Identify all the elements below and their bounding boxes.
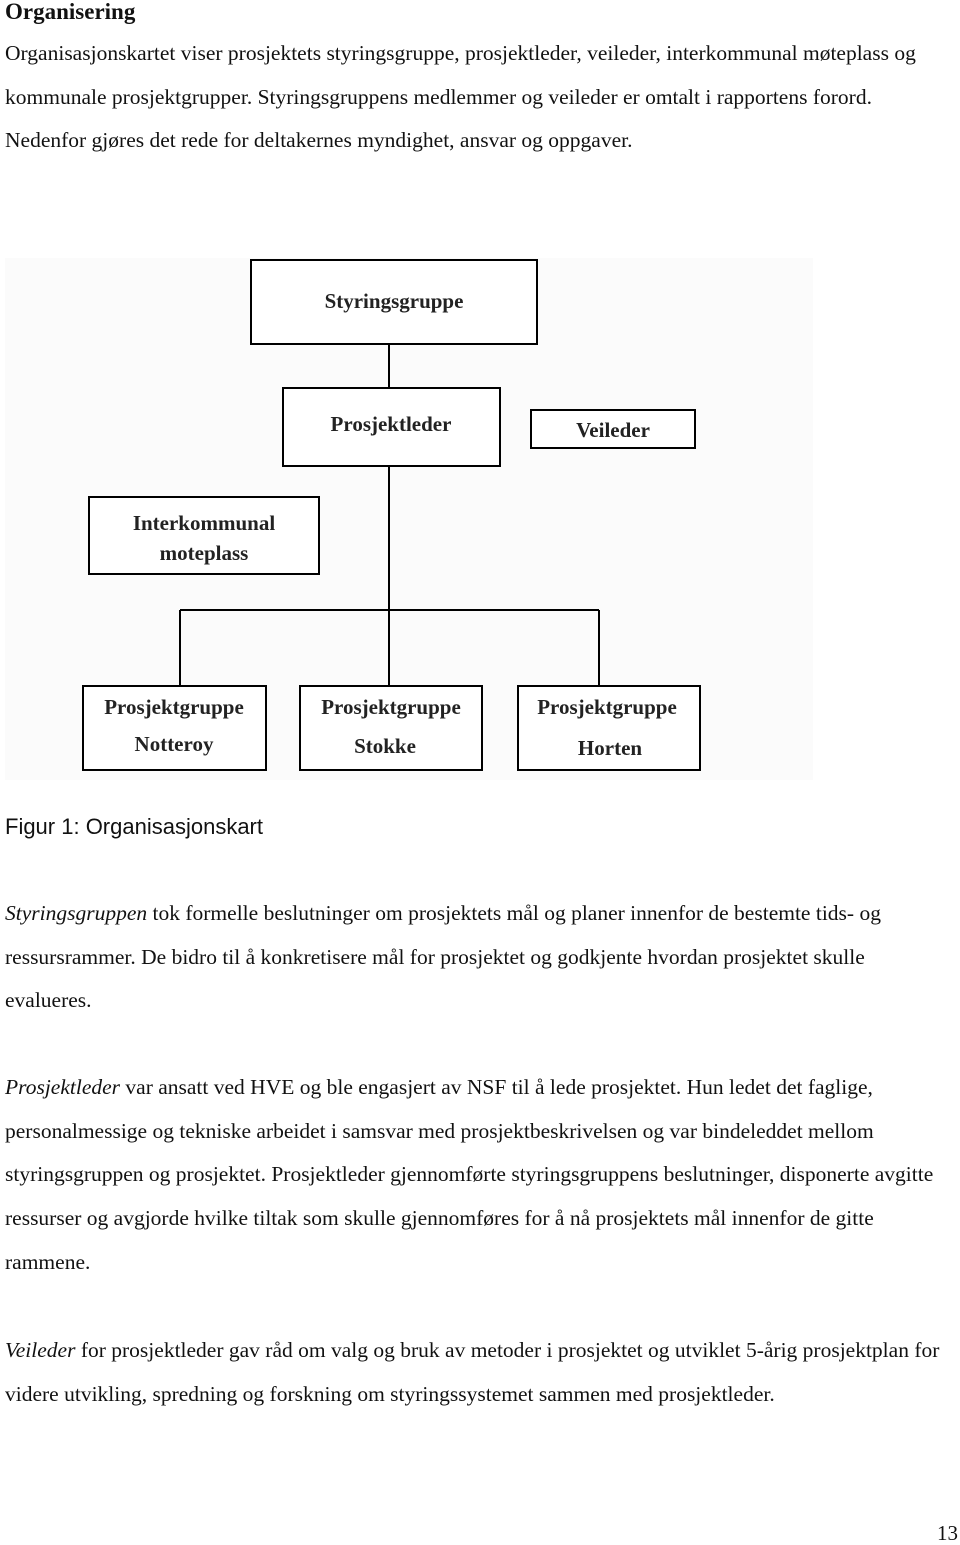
paragraph-prosjektleder-text: var ansatt ved HVE og ble engasjert av NSF til å lede prosjektet. Hun ledet det faglige, personalmessige og tekniske arbeidet i samsvar med prosjektbeskrivelsen og var bindeleddet mellom styringsgruppen og prosjektet. Prosjektleder gjennomførte styringsgruppens beslutninger, disponerte avgitte ressurser og avgjorde hvilke tiltak som skulle gjennomføres for å nå prosjektets mål innenfor de gitte rammene. xyxy=(5,1075,934,1274)
figure-caption: Figur 1: Organisasjonskart xyxy=(5,814,263,839)
box-interkommunal-line2: moteplass xyxy=(159,541,249,565)
paragraph-prosjektleder xyxy=(5,1066,955,1285)
box-prosjektleder-label: Prosjektleder xyxy=(330,412,452,436)
paragraph-veileder xyxy=(5,1329,955,1416)
box-veileder-label: Veileder xyxy=(576,418,650,442)
box-stokke-line1: Prosjektgruppe xyxy=(321,695,461,719)
box-interkommunal-moteplass xyxy=(89,497,319,574)
box-prosjektgruppe-stokke xyxy=(300,686,482,770)
term-veileder: Veileder xyxy=(5,1338,76,1362)
box-styringsgruppe-label: Styringsgruppe xyxy=(324,289,464,313)
box-notteroy-line2: Notteroy xyxy=(134,732,214,756)
section-heading: Organisering xyxy=(5,0,136,24)
paragraph-styringsgruppen-text: tok formelle beslutninger om prosjektets mål og planer innenfor de bestemte tids- og ressursrammer. De bidro til å konkretisere mål for prosjektet og godkjente hvordan prosjektet skulle evalueres. xyxy=(5,901,881,1013)
box-horten-line1: Prosjektgruppe xyxy=(537,695,677,719)
box-prosjektgruppe-horten xyxy=(518,686,700,770)
org-chart-figure xyxy=(5,258,813,780)
box-notteroy-line1: Prosjektgruppe xyxy=(104,695,244,719)
paragraph-styringsgruppen xyxy=(5,892,955,1023)
org-chart xyxy=(5,258,813,780)
box-styringsgruppe xyxy=(251,260,537,344)
box-prosjektgruppe-notteroy xyxy=(83,686,266,770)
page-number: 13 xyxy=(937,1521,958,1545)
intro-paragraph: Organisasjonskartet viser prosjektets styringsgruppe, prosjektleder, veileder, interkommunal møteplass og kommunale prosjektgrupper. Styringsgruppens medlemmer og veileder er omtalt i rapportens forord. Nedenfor gjøres det rede for deltakernes myndighet, ansvar og oppgaver. xyxy=(5,41,916,153)
box-interkommunal-line1: Interkommunal xyxy=(132,511,276,535)
paragraph-veileder-text: for prosjektleder gav råd om valg og bruk av metoder i prosjektet og utviklet 5-årig prosjektplan for videre utvikling, spredning og forskning om styringssystemet sammen med prosjektleder. xyxy=(5,1338,940,1406)
box-prosjektleder xyxy=(283,388,500,466)
term-prosjektleder: Prosjektleder xyxy=(5,1075,121,1099)
box-horten-line2: Horten xyxy=(577,736,643,760)
box-stokke-line2: Stokke xyxy=(354,734,416,758)
box-veileder xyxy=(531,410,695,448)
term-styringsgruppen: Styringsgruppen xyxy=(5,901,148,925)
